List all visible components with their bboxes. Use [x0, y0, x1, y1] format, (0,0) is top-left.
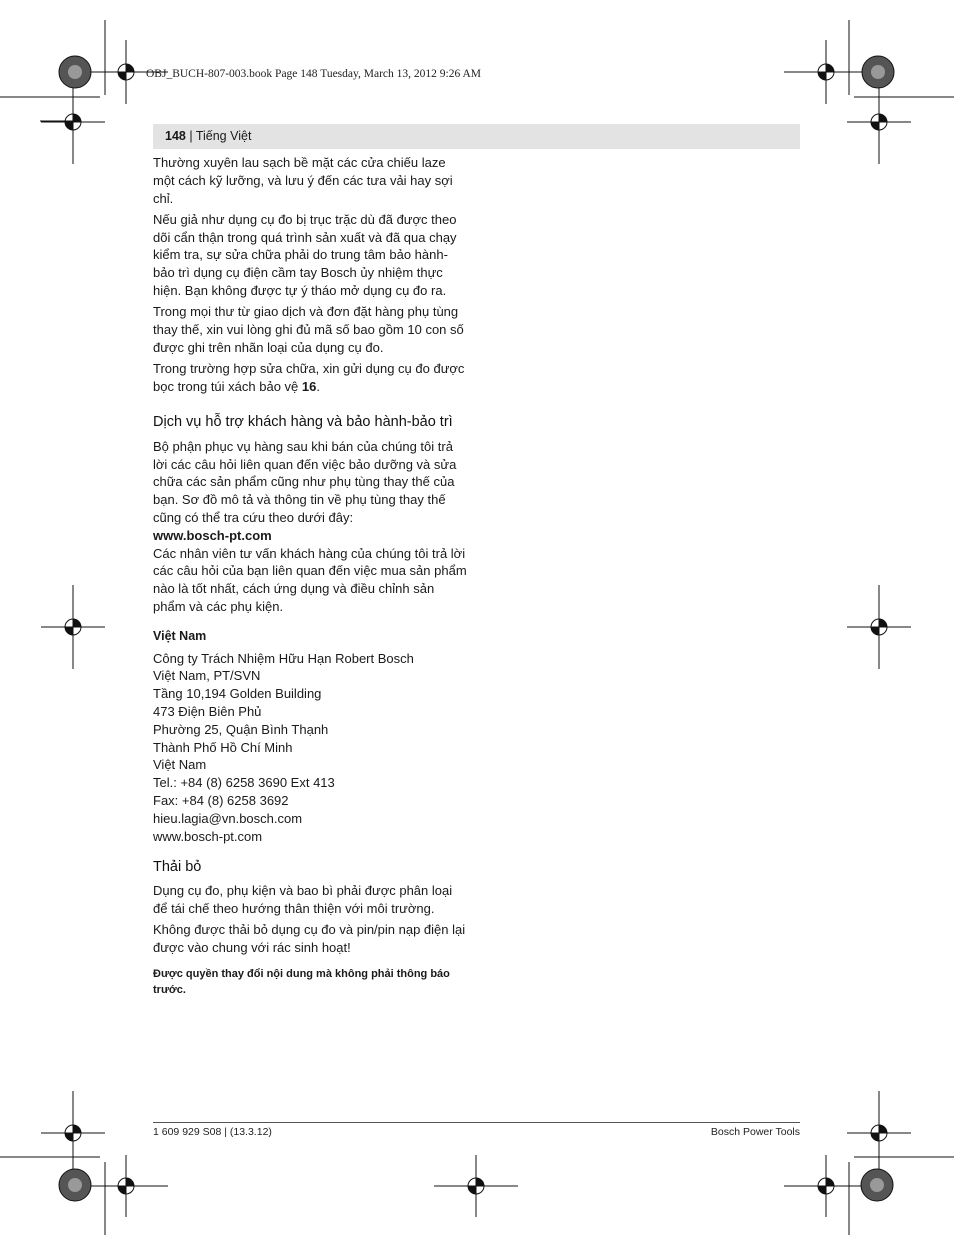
running-header: [153, 124, 800, 149]
registration-marks-middle: [0, 580, 954, 680]
header-separator: |: [185, 129, 196, 143]
change-notice: Được quyền thay đổi nội dung mà không phải thông báo trước.: [153, 968, 450, 996]
footer-brand: Bosch Power Tools: [710, 1126, 800, 1138]
footer-document-number: 1 609 929 S08 | (13.3.12): [153, 1126, 272, 1138]
paragraph-repair: Nếu giả như dụng cụ đo bị trục trặc dù đã được theo dõi cẩn thận trong quá trình sản xuất và đã qua chạy kiểm tra, sự sửa chữa phải do trung tâm bảo hành-bảo trì dụng cụ điện cầm tay Bosch ủy nhiệm thực hiện. Bạn không được tự ý tháo mở dụng cụ đo ra.: [153, 211, 457, 299]
address-line: 473 Điện Biên Phủ: [153, 704, 262, 720]
phone-line: Tel.: +84 (8) 6258 3690 Ext 413: [153, 775, 335, 791]
address-line: Phường 25, Quận Bình Thạnh: [153, 721, 329, 737]
main-column: [153, 154, 468, 998]
heading-disposal: Thải bỏ: [153, 859, 202, 876]
print-slug: OBJ_BUCH-807-003.book Page 148 Tuesday, March 13, 2012 9:26 AM: [146, 68, 481, 80]
address-line: Tầng 10,194 Golden Building: [153, 686, 322, 702]
address-line: Việt Nam, PT/SVN: [153, 668, 261, 684]
paragraph-household-waste: Không được thải bỏ dụng cụ đo và pin/pin nạp điện lại được vào chung với rác sinh hoạt!: [153, 922, 466, 956]
paragraph-after-sales: [153, 438, 468, 616]
header-text: [165, 129, 251, 143]
paragraph-article-number: Trong mọi thư từ giao dịch và đơn đặt hàng phụ tùng thay thế, xin vui lòng ghi đủ mã số bao gồm 10 con số được ghi trên nhãn loại của dụng cụ đo.: [153, 304, 464, 355]
country-heading: Việt Nam: [153, 628, 207, 643]
page-number: 148: [165, 129, 186, 143]
shipping-text: Trong trường hợp sửa chữa, xin gửi dụng cụ đo được bọc trong túi xách bảo vệ: [153, 361, 465, 395]
paragraph-cleaning: Thường xuyên lau sạch bề mặt các cửa chiếu laze một cách kỹ lưỡng, và lưu ý đến các tưa vải hay sợi chỉ.: [153, 155, 453, 206]
registration-marks-bottom: [0, 1085, 954, 1255]
fax-line: Fax: +84 (8) 6258 3692: [153, 793, 289, 808]
address-line: Việt Nam: [153, 757, 207, 773]
website-link[interactable]: www.bosch-pt.com: [153, 828, 263, 844]
address-block: [153, 650, 468, 846]
shipping-end: .: [316, 379, 320, 395]
paragraph-shipping: [153, 360, 468, 396]
protective-pouch-number: 16: [301, 379, 317, 395]
address-line: Thành Phố Hồ Chí Minh: [153, 739, 293, 755]
paragraph-recycling: Dụng cụ đo, phụ kiện và bao bì phải được phân loại để tái chế theo hướng thân thiện với môi trường.: [153, 883, 453, 917]
footer-rule: [153, 1122, 800, 1123]
after-sales-text: Bộ phận phục vụ hàng sau khi bán của chúng tôi trả lời các câu hỏi liên quan đến việc bảo dưỡng và sửa chữa các sản phẩm cũng như phụ tùng thay thế của bạn. Sơ đồ mô tả và thông tin về phụ tùng thay thế cũng có thể tra cứu theo dưới đây:: [153, 438, 457, 526]
heading-customer-service: Dịch vụ hỗ trợ khách hàng và bảo hành-bảo trì: [153, 413, 453, 430]
consultants-text: Các nhân viên tư vấn khách hàng của chúng tôi trả lời các câu hỏi của bạn liên quan đến việc mua sản phẩm nào là tốt nhất, cách ứng dụng và điều chỉnh sản phẩm và các phụ kiện.: [153, 545, 467, 615]
address-line: Công ty Trách Nhiệm Hữu Hạn Robert Bosch: [153, 650, 414, 666]
header-language: Tiếng Việt: [195, 129, 252, 143]
bosch-url-link[interactable]: www.bosch-pt.com: [153, 527, 272, 543]
email-link[interactable]: hieu.lagia@vn.bosch.com: [153, 810, 303, 826]
